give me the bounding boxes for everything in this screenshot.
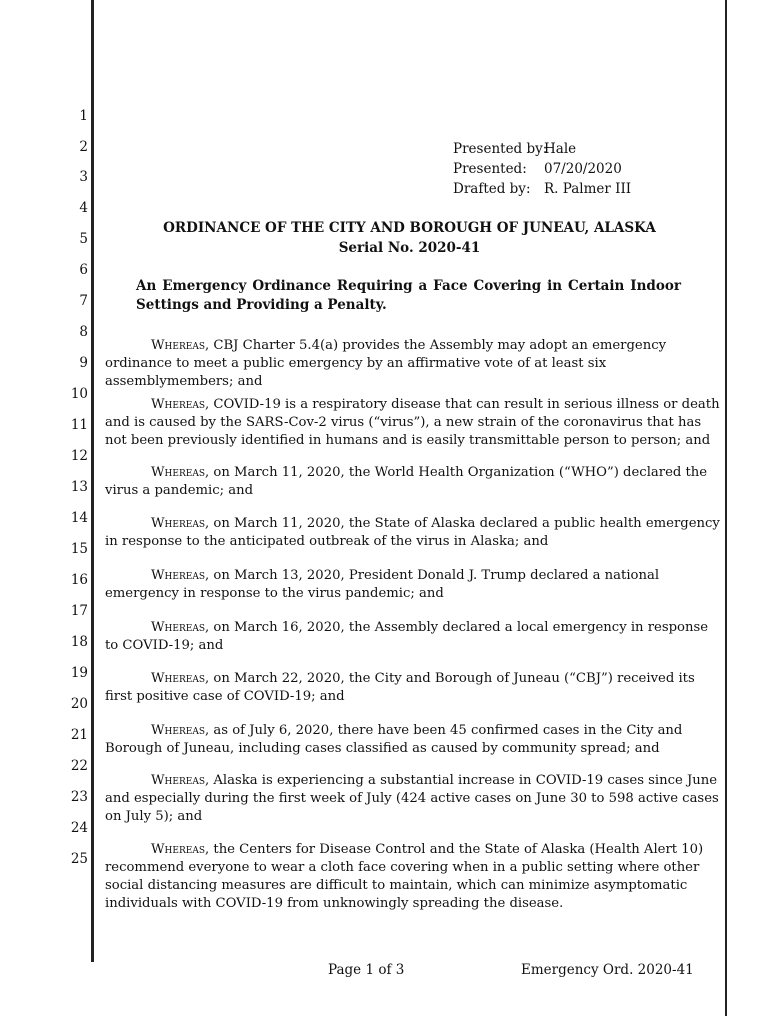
drafted-by-value: R. Palmer III — [544, 181, 632, 197]
whereas-text: Alaska is experiencing a substantial increase in COVID-19 cases since June and especially during the first week of July (424 active cases on June 30 to 598 active cases on July 5); and — [105, 773, 719, 824]
presented-label: Presented: — [453, 161, 527, 177]
presented-by-label: Presented by: — [453, 141, 548, 157]
whereas-lead: Whereas, — [151, 397, 210, 412]
whereas-text: on March 11, 2020, the State of Alaska declared a public health emergency in response to the anticipated outbreak of the virus in Alaska; and — [105, 516, 720, 549]
presented-date: 07/20/2020 — [544, 161, 622, 177]
whereas-lead: Whereas, — [151, 516, 210, 531]
line-number: 1 — [79, 108, 88, 124]
whereas-lead: Whereas, — [151, 842, 210, 857]
line-number: 8 — [79, 324, 88, 340]
line-number: 9 — [79, 355, 88, 371]
whereas-text: COVID-19 is a respiratory disease that can result in serious illness or death and is caused by the SARS-Cov-2 virus (“virus”), a new strain of the coronavirus that has not been previously identified in humans and is easily transmittable person to person; and — [105, 397, 720, 448]
whereas-lead: Whereas, — [151, 723, 210, 738]
left-margin-rule — [91, 0, 94, 962]
line-number: 3 — [79, 169, 88, 185]
line-number: 14 — [70, 510, 88, 526]
whereas-paragraph — [105, 619, 721, 655]
serial-number: Serial No. 2020-41 — [338, 240, 481, 256]
whereas-lead: Whereas, — [151, 465, 210, 480]
line-number: 2 — [79, 139, 88, 155]
whereas-text: as of July 6, 2020, there have been 45 confirmed cases in the City and Borough of Juneau, including cases classified as caused by community spread; and — [105, 723, 683, 756]
whereas-text: on March 13, 2020, President Donald J. Trump declared a national emergency in response to the virus pandemic; and — [105, 568, 660, 601]
presented-by-value: Hale — [544, 141, 577, 157]
line-number: 5 — [79, 231, 88, 247]
line-number: 20 — [70, 696, 88, 712]
whereas-paragraph — [105, 841, 721, 913]
whereas-text: on March 11, 2020, the World Health Organization (“WHO”) declared the virus a pandemic; and — [105, 465, 708, 498]
line-number: 22 — [70, 758, 88, 774]
line-number: 25 — [70, 851, 88, 867]
line-number: 12 — [70, 448, 88, 464]
line-number: 16 — [70, 572, 88, 588]
line-number: 18 — [70, 634, 88, 650]
whereas-paragraph — [105, 337, 721, 391]
line-number: 13 — [70, 479, 88, 495]
line-number: 21 — [70, 727, 88, 743]
whereas-lead: Whereas, — [151, 620, 210, 635]
whereas-text: on March 22, 2020, the City and Borough of Juneau (“CBJ”) received its first positive case of COVID-19; and — [105, 671, 695, 704]
whereas-text: the Centers for Disease Control and the State of Alaska (Health Alert 10) recommend everyone to wear a cloth face covering when in a public setting where other social distancing measures are difficult to maintain, which can minimize asymptomatic individuals with COVID-19 from unknowingly spreading the disease. — [105, 842, 704, 911]
whereas-lead: Whereas, — [151, 568, 210, 583]
line-number: 4 — [79, 200, 88, 216]
whereas-paragraph — [105, 567, 721, 603]
line-number: 7 — [79, 293, 88, 309]
whereas-lead: Whereas, — [151, 671, 210, 686]
whereas-paragraph — [105, 772, 721, 826]
line-number: 19 — [70, 665, 88, 681]
whereas-lead: Whereas, — [151, 338, 210, 353]
whereas-lead: Whereas, — [151, 773, 210, 788]
line-number: 6 — [79, 262, 88, 278]
document-id: Emergency Ord. 2020-41 — [521, 962, 694, 978]
ordinance-subject: An Emergency Ordinance Requiring a Face Covering in Certain Indoor Settings and Providing a Penalty. — [136, 278, 681, 313]
line-number: 17 — [70, 603, 88, 619]
whereas-text: on March 16, 2020, the Assembly declared a local emergency in response to COVID-19; and — [105, 620, 709, 653]
line-number: 11 — [70, 417, 88, 433]
line-number: 24 — [70, 820, 88, 836]
line-number: 23 — [70, 789, 88, 805]
whereas-paragraph — [105, 670, 721, 706]
page-number: Page 1 of 3 — [328, 962, 405, 978]
whereas-paragraph — [105, 464, 721, 500]
whereas-paragraph — [105, 515, 721, 551]
whereas-paragraph — [105, 396, 721, 450]
line-number: 15 — [70, 541, 88, 557]
whereas-text: CBJ Charter 5.4(a) provides the Assembly may adopt an emergency ordinance to meet a public emergency by an affirmative vote of at least six assemblymembers; and — [105, 338, 667, 389]
drafted-by-label: Drafted by: — [453, 181, 531, 197]
whereas-paragraph — [105, 722, 721, 758]
right-margin-rule — [725, 0, 727, 1016]
line-number: 10 — [70, 386, 88, 402]
ordinance-title: ORDINANCE OF THE CITY AND BOROUGH OF JUNEAU, ALASKA — [163, 220, 656, 236]
